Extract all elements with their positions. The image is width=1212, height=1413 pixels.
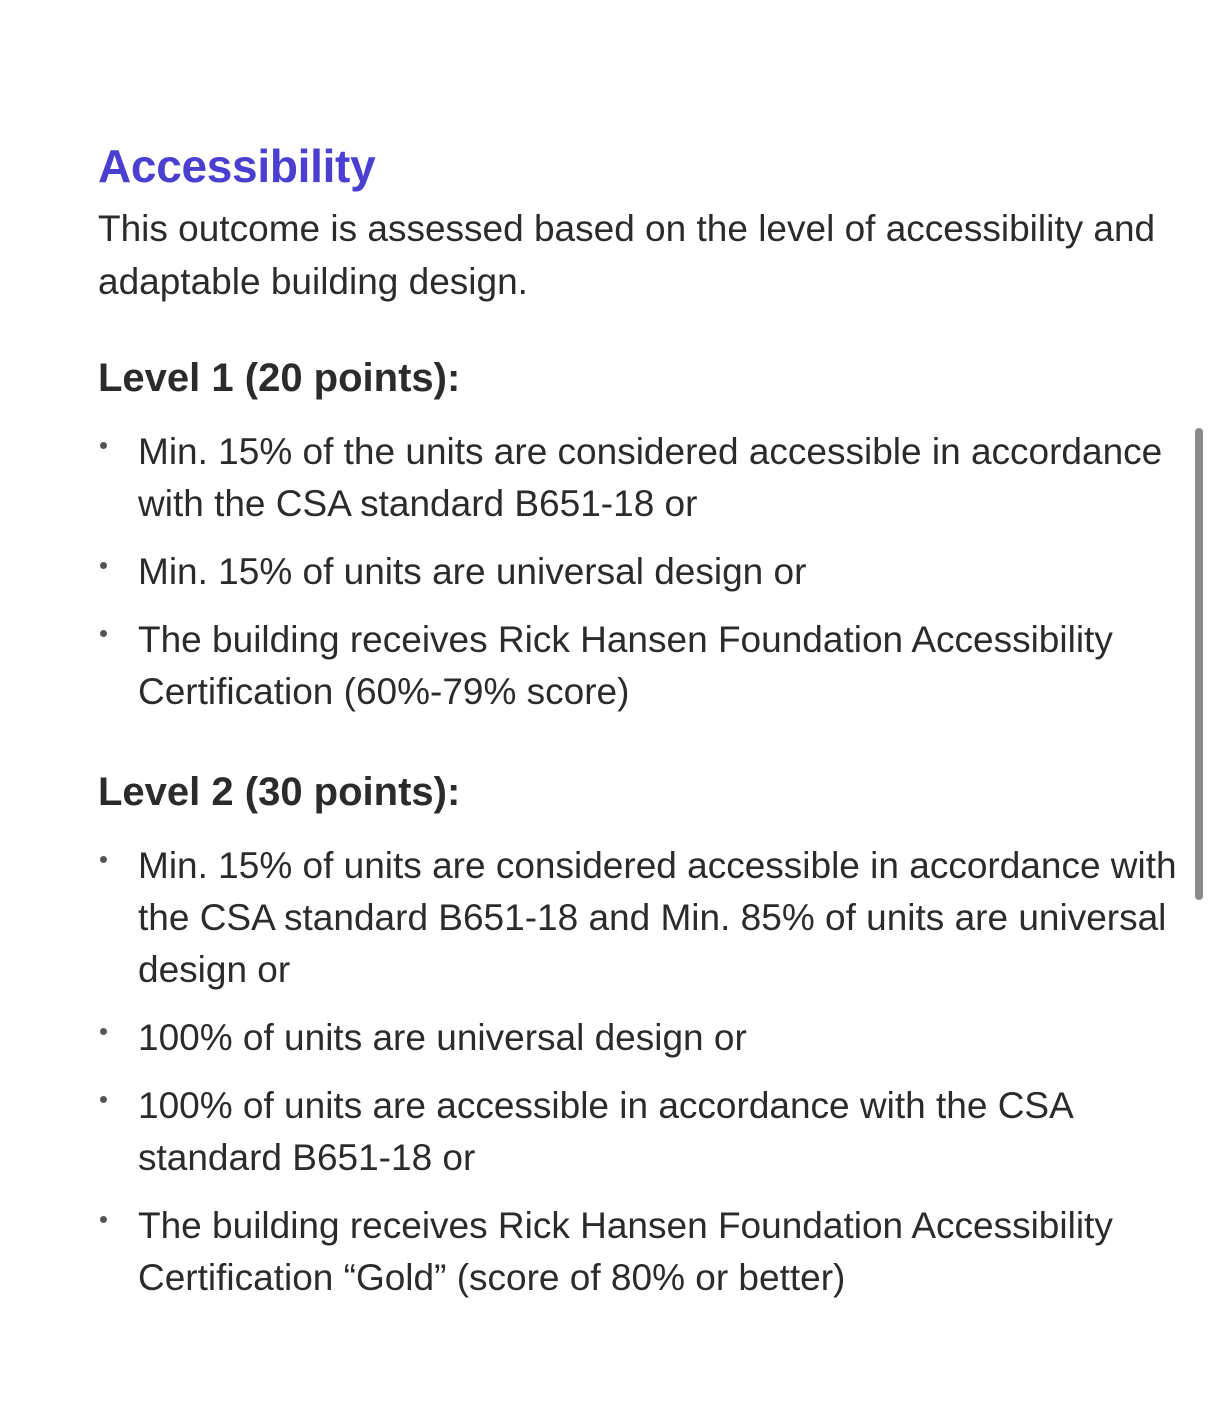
- bullet-icon: [100, 856, 107, 863]
- bullet-icon: [100, 1096, 107, 1103]
- list-item: [98, 546, 1178, 598]
- list-item-text: 100% of units are accessible in accordance with the CSA standard B651-18 or: [138, 1085, 1072, 1178]
- bullet-icon: [100, 1216, 107, 1223]
- accessibility-section: [98, 138, 1178, 1304]
- bullet-icon: [100, 562, 107, 569]
- list-item-text: Min. 15% of units are universal design or: [138, 551, 807, 592]
- list-item: [98, 1080, 1178, 1184]
- level-2-heading: Level 2 (30 points):: [98, 770, 461, 814]
- level-1-heading: Level 1 (20 points):: [98, 356, 461, 400]
- level-2-list: [98, 840, 1178, 1304]
- level-1-list: [98, 426, 1178, 718]
- bullet-icon: [100, 442, 107, 449]
- list-item: [98, 840, 1178, 996]
- list-item-text: The building receives Rick Hansen Foundation Accessibility Certification (60%-79% score): [138, 619, 1113, 712]
- vertical-scrollbar[interactable]: [1195, 428, 1203, 900]
- section-title: Accessibility: [98, 140, 376, 192]
- list-item: [98, 1200, 1178, 1304]
- list-item: [98, 614, 1178, 718]
- list-item: [98, 1012, 1178, 1064]
- list-item-text: Min. 15% of units are considered accessible in accordance with the CSA standard B651-18 and Min. 85% of units are universal design or: [138, 845, 1177, 990]
- bullet-icon: [100, 630, 107, 637]
- section-intro: This outcome is assessed based on the level of accessibility and adaptable building design.: [98, 208, 1156, 302]
- list-item-text: Min. 15% of the units are considered accessible in accordance with the CSA standard B651-18 or: [138, 431, 1163, 524]
- list-item-text: 100% of units are universal design or: [138, 1017, 747, 1058]
- bullet-icon: [100, 1028, 107, 1035]
- list-item: [98, 426, 1178, 530]
- list-item-text: The building receives Rick Hansen Foundation Accessibility Certification “Gold” (score of 80% or better): [138, 1205, 1113, 1298]
